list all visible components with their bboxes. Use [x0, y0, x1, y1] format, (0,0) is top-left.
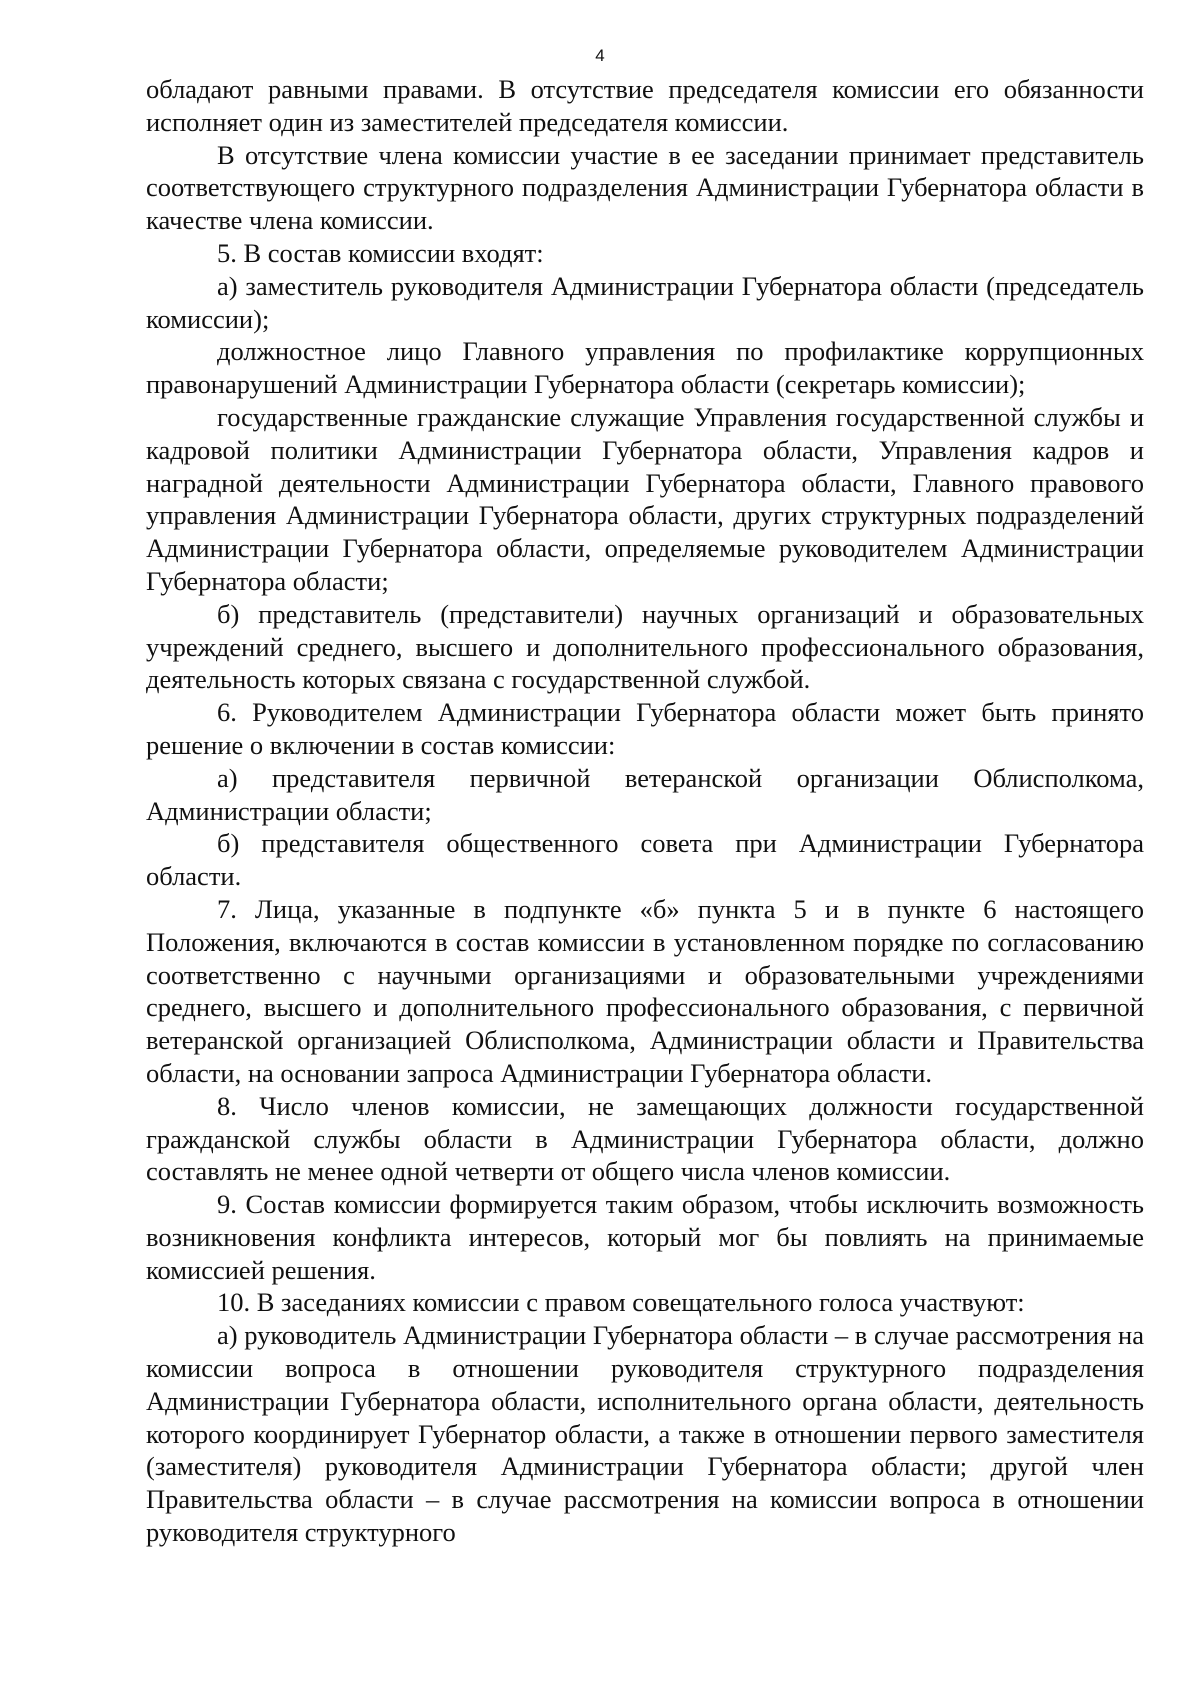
paragraph: б) представитель (представители) научных организаций и образовательных учреждений среднего, высшего и дополнительного профессионального образования, деятельность которых связана с государственной службой. [146, 598, 1144, 695]
paragraph: а) представителя первичной ветеранской организации Облисполкома, Администрации области; [146, 762, 1144, 826]
paragraph: 9. Состав комиссии формируется таким образом, чтобы исключить возможность возникновения конфликта интересов, который мог бы повлиять на принимаемые комиссией решения. [146, 1189, 1144, 1285]
paragraph: государственные гражданские служащие Управления государственной службы и кадровой политики Администрации Губернатора области, Управления кадров и наградной деятельности Администрации Губернатора области, Главного правового управления Администрации Губернатора области, других структурных подразделений Администрации Губернатора области, определяемые руководителем Администрации Губернатора области; [146, 401, 1144, 596]
paragraph: а) руководитель Администрации Губернатора области – в случае рассмотрения на комиссии вопроса в отношении руководителя структурного подразделения Администрации Губернатора области, исполнительного органа области, деятельность которого координирует Губернатор области, а также в отношении первого заместителя (заместителя) руководителя Администрации Губернатора области; другой член Правительства области – в случае рассмотрения на комиссии вопроса в отношении руководителя структурного [146, 1320, 1144, 1548]
paragraph: обладают равными правами. В отсутствие председателя комиссии его обязанности исполняет один из заместителей председателя комиссии. [146, 74, 1144, 137]
paragraph: 10. В заседаниях комиссии с правом совещательного голоса участвуют: [217, 1287, 1025, 1318]
document-body [146, 73, 1144, 1549]
page-number: 4 [595, 46, 605, 65]
paragraph: б) представителя общественного совета при Администрации Губернатора области. [146, 828, 1144, 892]
paragraph: 6. Руководителем Администрации Губернатора области может быть принято решение о включении в состав комиссии: [146, 697, 1144, 760]
paragraph: В отсутствие члена комиссии участие в ее заседании принимает представитель соответствующего структурного подразделения Администрации Губернатора области в качестве члена комиссии. [146, 139, 1144, 236]
paragraph: 8. Число членов комиссии, не замещающих должности государственной гражданской службы области в Администрации Губернатора области, должно составлять не менее одной четверти от общего числа членов комиссии. [146, 1090, 1144, 1187]
paragraph: 5. В состав комиссии входят: [217, 237, 544, 268]
paragraph: а) заместитель руководителя Администрации Губернатора области (председатель комиссии); [146, 270, 1144, 334]
paragraph: 7. Лица, указанные в подпункте «б» пункта 5 и в пункте 6 настоящего Положения, включаются в состав комиссии в установленном порядке по согласованию соответственно с научными организациями и образовательными учреждениями среднего, высшего и дополнительного профессионального образования, с первичной ветеранской организацией Облисполкома, Администрации области и Правительства области, на основании запроса Администрации Губернатора области. [146, 893, 1144, 1088]
paragraph: должностное лицо Главного управления по профилактике коррупционных правонарушений Администрации Губернатора области (секретарь комиссии); [146, 336, 1144, 400]
